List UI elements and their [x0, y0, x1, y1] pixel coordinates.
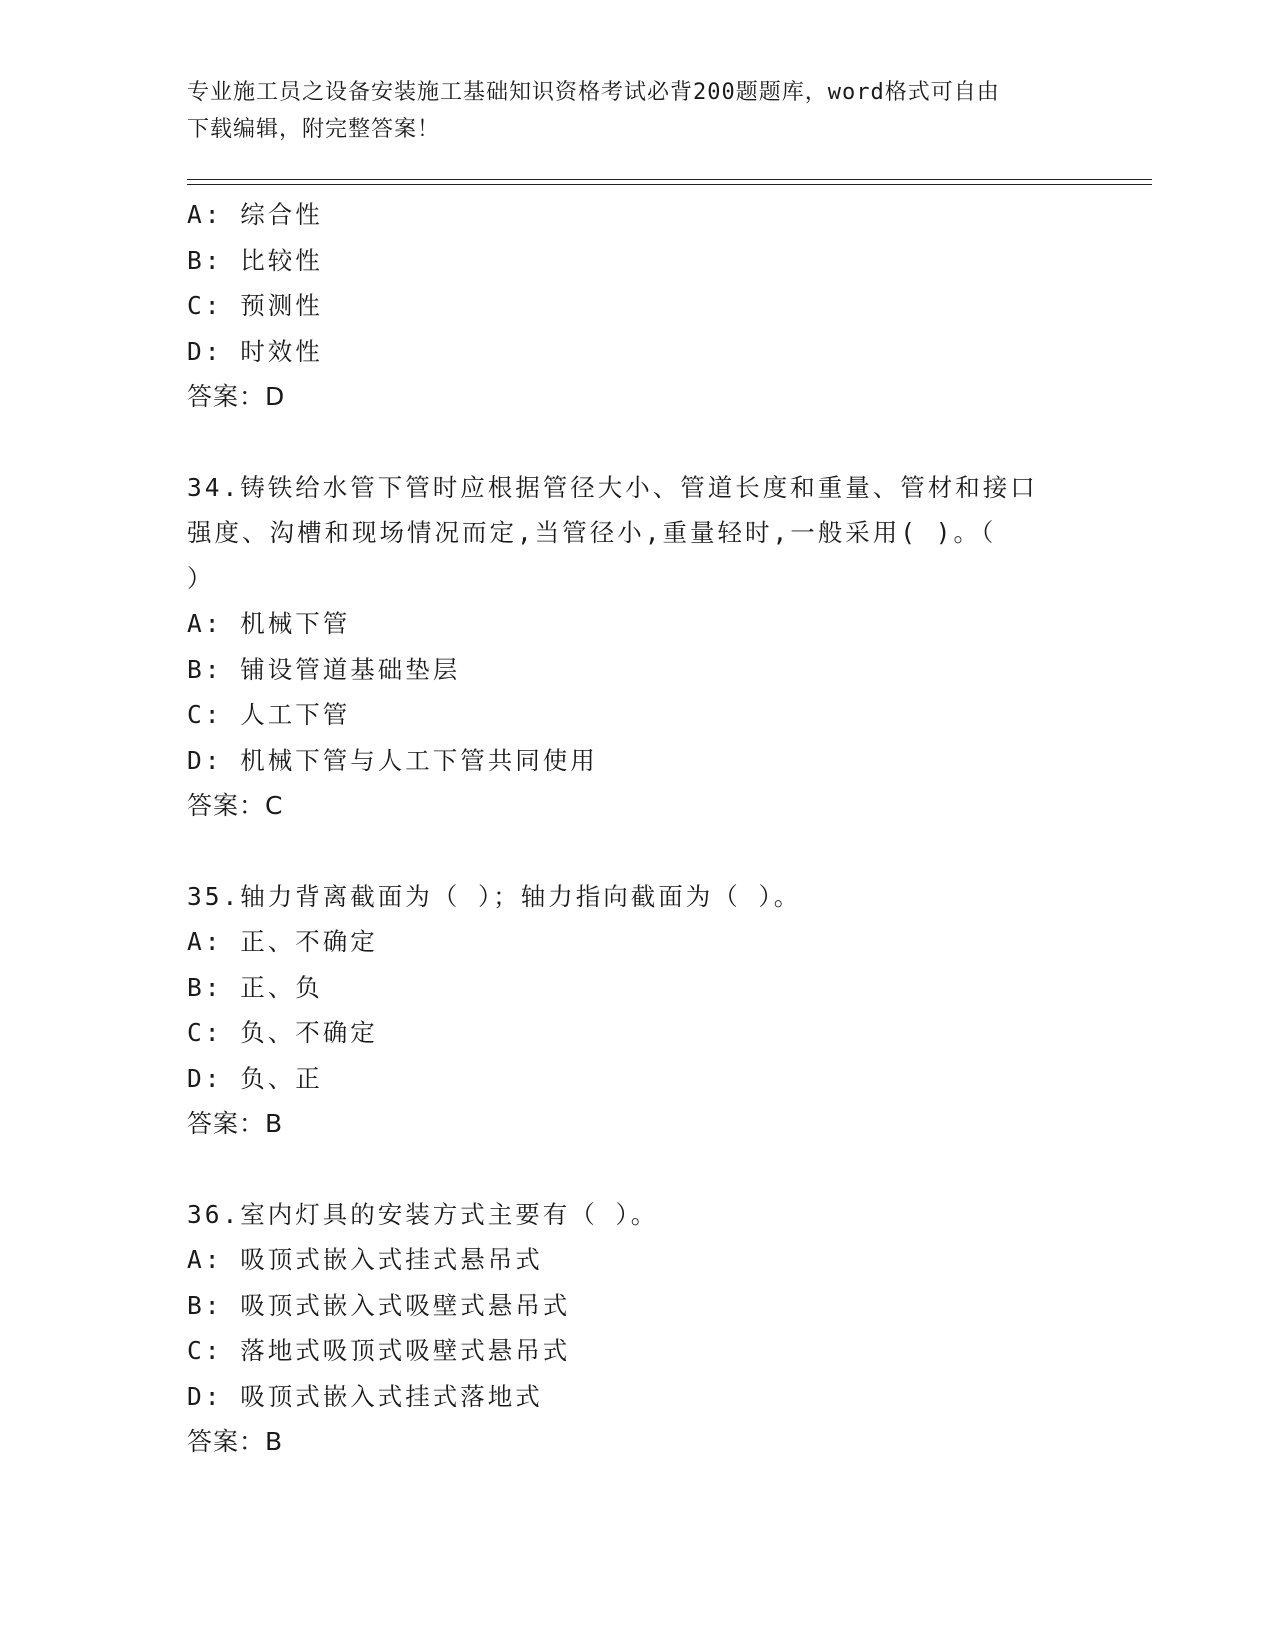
- option-c: C: 落地式吸顶式吸壁式悬吊式: [187, 1336, 571, 1365]
- spacer: [187, 829, 1087, 874]
- option-a: A: 正、不确定: [187, 927, 378, 956]
- question-35: [187, 874, 1087, 1147]
- question-stem-line-3: ）: [187, 563, 215, 593]
- answer: 答案：D: [187, 382, 286, 411]
- answer: 答案：C: [187, 791, 284, 820]
- option-c: C: 人工下管: [187, 700, 351, 729]
- option-d: D: 时效性: [187, 336, 323, 366]
- answer: 答案：B: [187, 1109, 284, 1138]
- question-36: [187, 1192, 1087, 1465]
- question-stem-line-2: 强度、沟槽和现场情况而定,当管径小,重量轻时,一般采用( )。（: [187, 518, 997, 547]
- option-b: B: 正、负: [187, 972, 323, 1002]
- document-header: [187, 74, 1087, 148]
- spacer: [187, 1147, 1087, 1192]
- question-stem: 36.室内灯具的安装方式主要有（ ）。: [187, 1199, 659, 1229]
- header-divider-bottom: [187, 184, 1152, 185]
- answer: 答案：B: [187, 1427, 284, 1456]
- option-a: A: 综合性: [187, 200, 323, 229]
- option-d: D: 机械下管与人工下管共同使用: [187, 745, 598, 775]
- option-a: A: 吸顶式嵌入式挂式悬吊式: [187, 1245, 543, 1274]
- option-b: B: 吸顶式嵌入式吸壁式悬吊式: [187, 1290, 571, 1320]
- header-divider-top: [187, 179, 1152, 180]
- option-c: C: 负、不确定: [187, 1018, 378, 1047]
- option-a: A: 机械下管: [187, 609, 351, 638]
- question-33: [187, 192, 1087, 420]
- question-list: [187, 192, 1087, 1465]
- header-line-1: 专业施工员之设备安装施工基础知识资格考试必背200题题库，word格式可自由: [187, 80, 1000, 105]
- header-line-2: 下载编辑，附完整答案！: [187, 117, 441, 142]
- option-d: D: 吸顶式嵌入式挂式落地式: [187, 1381, 543, 1411]
- question-stem: 35.轴力背离截面为（ ）；轴力指向截面为（ ）。: [187, 881, 802, 911]
- option-b: B: 比较性: [187, 245, 323, 275]
- option-d: D: 负、正: [187, 1063, 323, 1093]
- option-b: B: 铺设管道基础垫层: [187, 654, 461, 684]
- option-c: C: 预测性: [187, 291, 323, 320]
- question-34: [187, 465, 1087, 829]
- spacer: [187, 420, 1087, 465]
- question-stem-line-1: 34.铸铁给水管下管时应根据管径大小、管道长度和重量、管材和接口: [187, 472, 1038, 502]
